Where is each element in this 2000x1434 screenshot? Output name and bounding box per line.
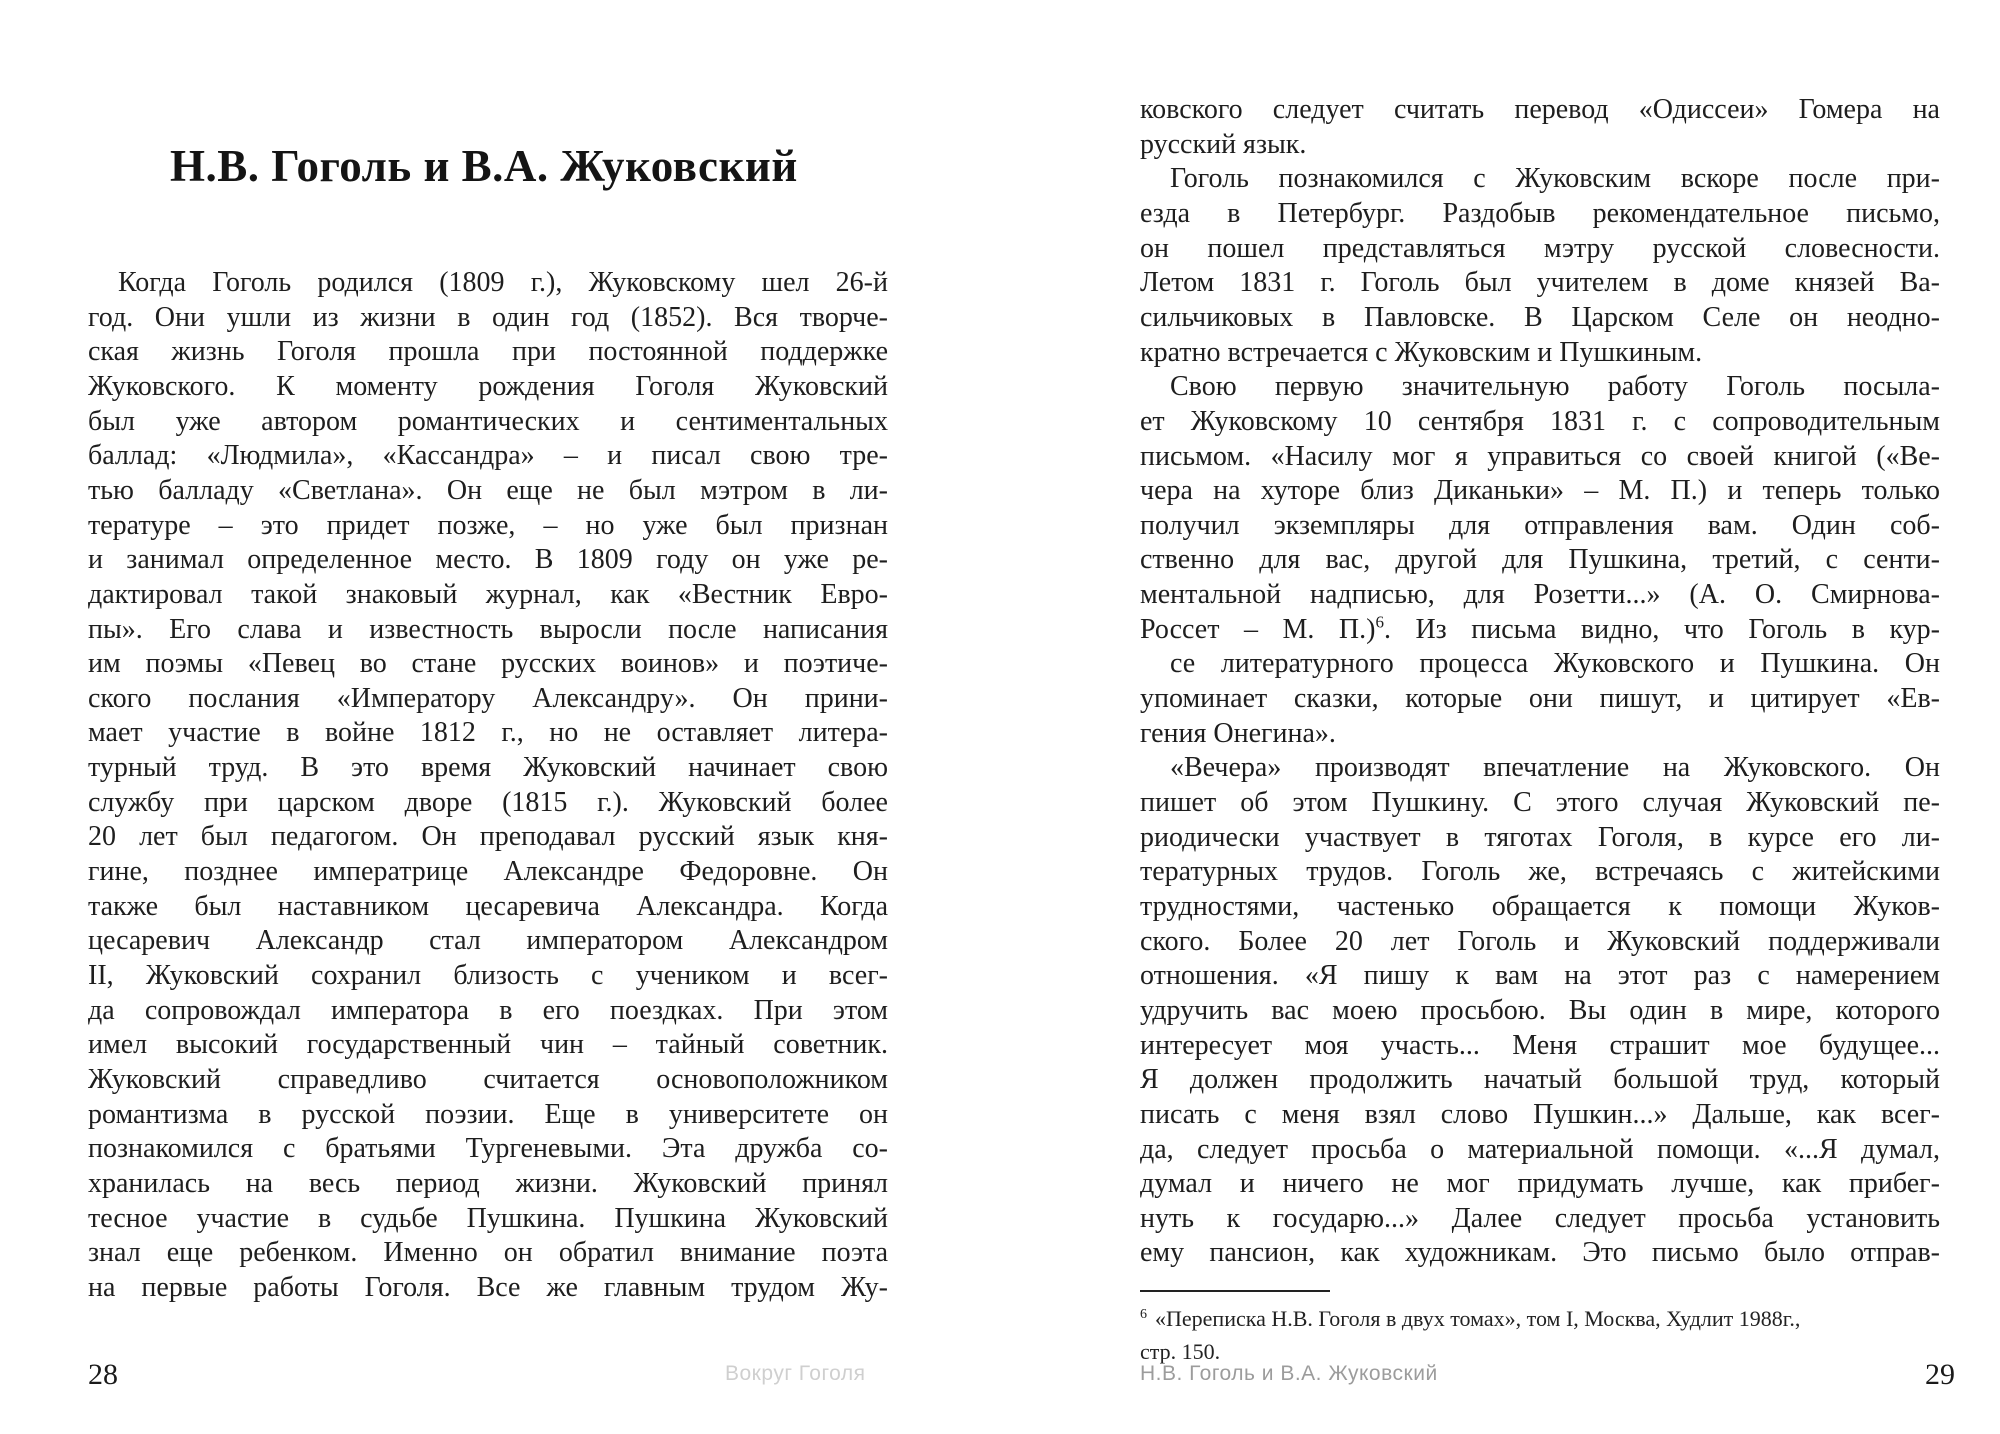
text-line: ментальной надписью, для Розетти...» (А. О. Смирнова- xyxy=(1140,579,1940,610)
text-line: кратно встречается с Жуковским и Пушкиным. xyxy=(1140,337,1703,368)
text-line: цесаревич Александр стал императором Александром xyxy=(88,925,888,956)
text-line: гине, позднее императрице Александре Федоровне. Он xyxy=(88,856,888,887)
text-line: Когда Гоголь родился (1809 г.), Жуковскому шел 26-й xyxy=(118,267,888,298)
text-line: ему пансион, как художникам. Это письмо было отправ- xyxy=(1140,1237,1940,1268)
text-line: Жуковского. К моменту рождения Гоголя Жуковский xyxy=(88,371,888,402)
text-line: ская жизнь Гоголя прошла при постоянной поддержке xyxy=(88,336,888,367)
page-number-left: 28 xyxy=(88,1358,118,1391)
text-line: Гоголь познакомился с Жуковским вскоре после при- xyxy=(1170,163,1940,194)
text-line-with-footnote: Россет – М. П.)$^6$. Из письма видно, что Гоголь в кур- xyxy=(1140,612,1940,645)
footnote-line-1: $^6$ «Переписка Н.В. Гоголя в двух томах», том I, Москва, Худлит 1988г., xyxy=(1140,1306,1801,1331)
text-line: получил экземпляры для отправления вам. Один соб- xyxy=(1140,510,1940,541)
footnote xyxy=(1140,1302,1940,1368)
text-line: ковского следует считать перевод «Одиссеи» Гомера на xyxy=(1140,94,1940,125)
text-line: ского послания «Императору Александру». Он прини- xyxy=(88,683,888,714)
text-line: тесное участие в судьбе Пушкина. Пушкина Жуковский xyxy=(88,1203,888,1234)
text-line: 20 лет был педагогом. Он преподавал русский язык кня- xyxy=(88,821,888,852)
text-line: тературе – это придет позже, – но уже был признан xyxy=(88,510,888,541)
text-line: хранилась на весь период жизни. Жуковский принял xyxy=(88,1168,888,1199)
text-line: также был наставником цесаревича Александра. Когда xyxy=(88,891,888,922)
text-line: службу при царском дворе (1815 г.). Жуковский более xyxy=(88,787,888,818)
text-line: знал еще ребенком. Именно он обратил внимание поэта xyxy=(88,1237,888,1268)
text-line: писать с меня взял слово Пушкин...» Дальше, как всег- xyxy=(1140,1099,1940,1130)
text-line: Летом 1831 г. Гоголь был учителем в доме князей Ва- xyxy=(1140,267,1940,298)
text-line: и занимал определенное место. В 1809 году он уже ре- xyxy=(88,544,888,575)
text-line: пишет об этом Пушкину. С этого случая Жуковский пе- xyxy=(1140,787,1940,818)
text-line: дактировал такой знаковый журнал, как «Вестник Евро- xyxy=(88,579,888,610)
text-line: трудностями, частенько обращается к помощи Жуков- xyxy=(1140,891,1940,922)
text-line: удручить вас моею просьбою. Вы один в мире, которого xyxy=(1140,995,1940,1026)
text-line: на первые работы Гоголя. Все же главным трудом Жу- xyxy=(88,1272,888,1303)
text-line: да, следует просьба о материальной помощи. «...Я думал, xyxy=(1140,1134,1940,1165)
text-line: упоминает сказки, которые они пишут, и цитирует «Ев- xyxy=(1140,683,1940,714)
text-line: сильчиковых в Павловске. В Царском Селе он неодно- xyxy=(1140,302,1940,333)
right-page xyxy=(1020,0,2000,1434)
footnote-line-2: стр. 150. xyxy=(1140,1339,1221,1364)
text-line: езда в Петербург. Раздобыв рекомендательное письмо, xyxy=(1140,198,1940,229)
text-line: II, Жуковский сохранил близость с учеником и всег- xyxy=(88,960,888,991)
text-line: был уже автором романтических и сентиментальных xyxy=(88,406,888,437)
text-line: нуть к государю...» Далее следует просьба установить xyxy=(1140,1203,1940,1234)
text-line: думал и ничего не мог придумать лучше, как прибег- xyxy=(1140,1168,1940,1199)
text-line: «Вечера» производят впечатление на Жуковского. Он xyxy=(1170,752,1940,783)
text-line: ет Жуковскому 10 сентября 1831 г. с сопроводительным xyxy=(1140,406,1940,437)
footnote-mark: 6 xyxy=(1140,1306,1147,1322)
text-line: Свою первую значительную работу Гоголь посыла- xyxy=(1170,371,1940,402)
running-head-right: Н.В. Гоголь и В.А. Жуковский xyxy=(1140,1362,1438,1385)
text-line: письмом. «Насилу мог я управиться со своей книгой («Ве- xyxy=(1140,441,1940,472)
text-line: им поэмы «Певец во стане русских воинов» и поэтиче- xyxy=(88,648,888,679)
text-line: Жуковский справедливо считается основоположником xyxy=(88,1064,888,1095)
text-line: отношения. «Я пишу к вам на этот раз с намерением xyxy=(1140,960,1940,991)
running-head-left: Вокруг Гоголя xyxy=(725,1362,866,1385)
text-line: пы». Его слава и известность выросли после написания xyxy=(88,614,888,645)
text-line: ского. Более 20 лет Гоголь и Жуковский поддерживали xyxy=(1140,926,1940,957)
text-line: интересует моя участь... Меня страшит мое будущее... xyxy=(1140,1030,1940,1061)
text-line: имел высокий государственный чин – тайный советник. xyxy=(88,1029,888,1060)
chapter-title: Н.В. Гоголь и В.А. Жуковский xyxy=(170,141,798,191)
text-line: турный труд. В это время Жуковский начинает свою xyxy=(88,752,888,783)
text-line: се литературного процесса Жуковского и Пушкина. Он xyxy=(1170,648,1940,679)
text-line: риодически участвует в тяготах Гоголя, в курсе его ли- xyxy=(1140,822,1940,853)
text-line: чера на хуторе близ Диканьки» – М. П.) и теперь только xyxy=(1140,475,1940,506)
page-number-right: 29 xyxy=(1925,1358,1955,1391)
text-line: тью балладу «Светлана». Он еще не был мэтром в ли- xyxy=(88,475,888,506)
text-line: романтизма в русской поэзии. Еще в университете он xyxy=(88,1099,888,1130)
left-page xyxy=(0,0,980,1434)
text-line: тературных трудов. Гоголь же, встречаясь с житейскими xyxy=(1140,856,1940,887)
footnote-reference[interactable]: 6 xyxy=(1375,612,1384,632)
text-line: да сопровождал императора в его поездках. При этом xyxy=(88,995,888,1026)
text-line: познакомился с братьями Тургеневыми. Эта дружба со- xyxy=(88,1133,888,1164)
text-line: баллад: «Людмила», «Кассандра» – и писал свою тре- xyxy=(88,440,888,471)
text-line: год. Они ушли из жизни в один год (1852). Вся творче- xyxy=(88,302,888,333)
footnote-rule xyxy=(1140,1290,1330,1292)
text-line: ственно для вас, другой для Пушкина, третий, с сенти- xyxy=(1140,544,1940,575)
text-line: русский язык. xyxy=(1140,129,1307,160)
text-line: Я должен продолжить начатый большой труд, который xyxy=(1140,1064,1940,1095)
text-line: гения Онегина». xyxy=(1140,718,1336,749)
text-line: он пошел представляться мэтру русской словесности. xyxy=(1140,233,1940,264)
text-line: мает участие в войне 1812 г., но не оставляет литера- xyxy=(88,717,888,748)
